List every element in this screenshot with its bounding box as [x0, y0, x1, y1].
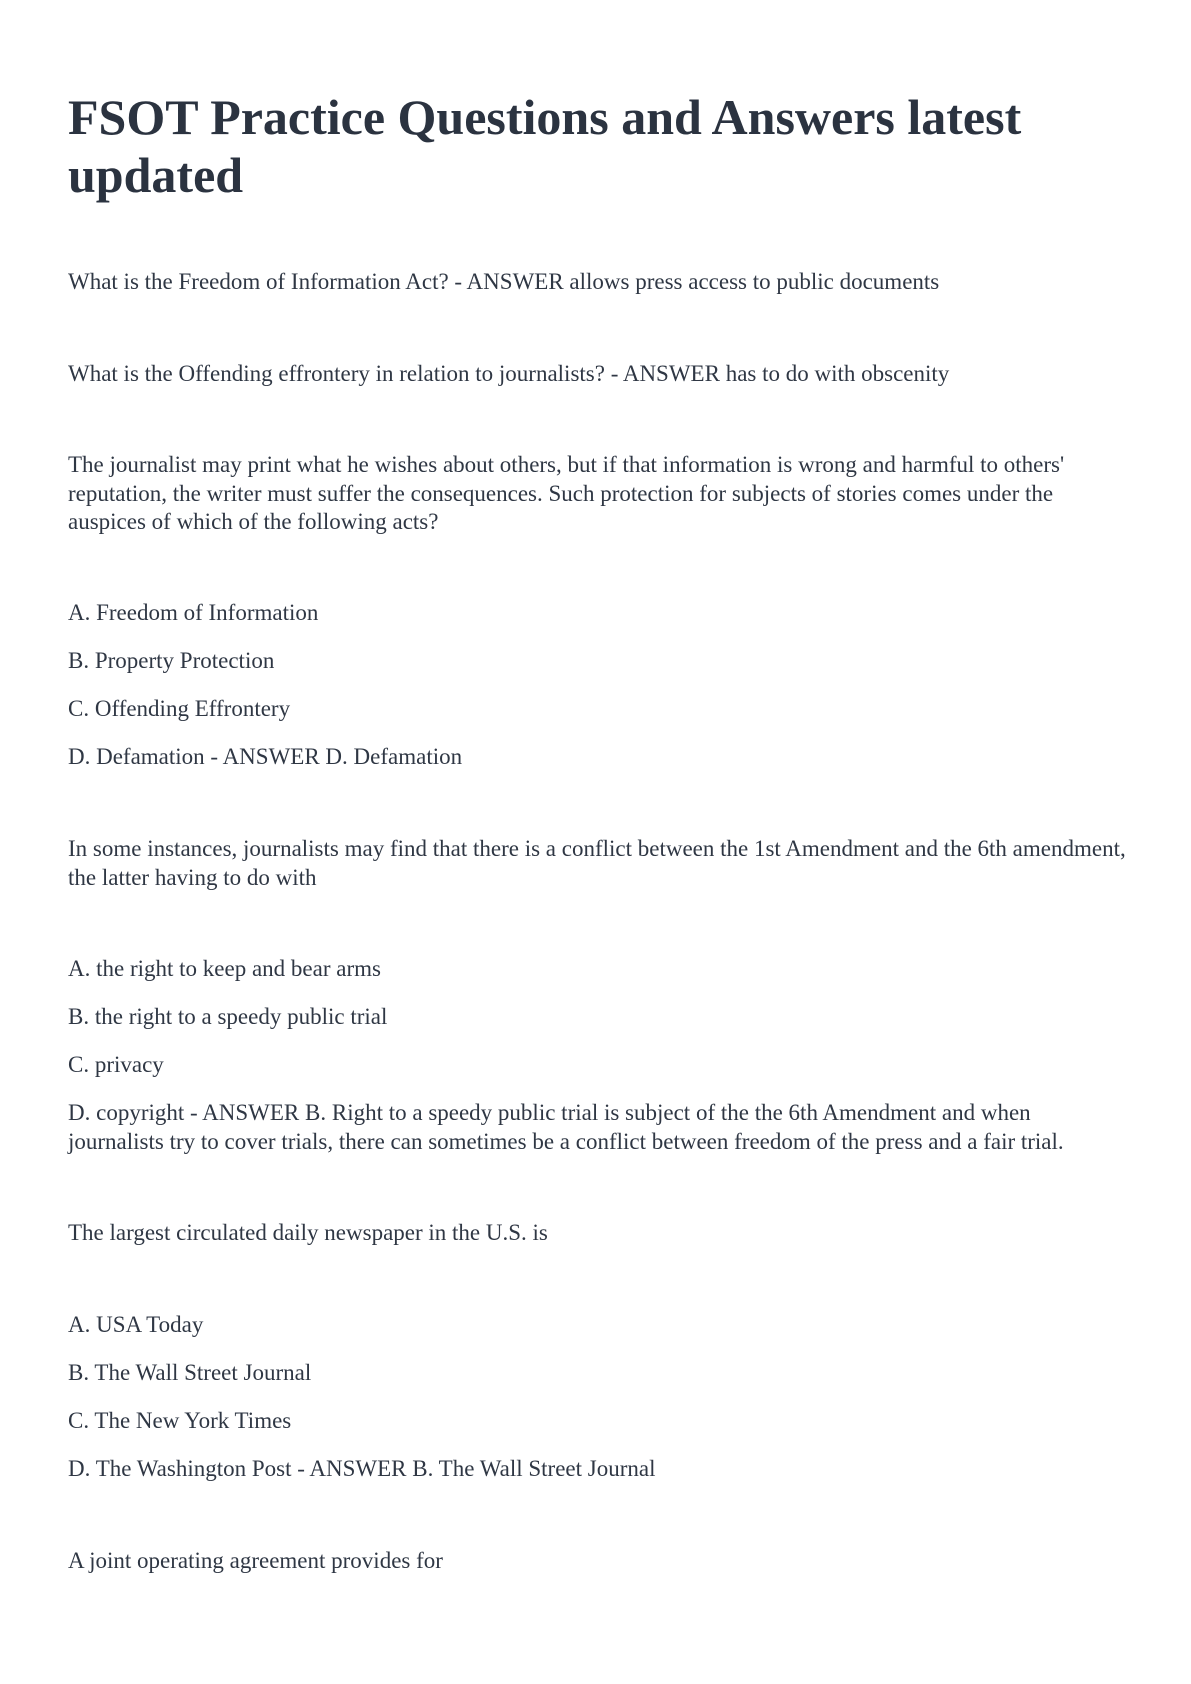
- question-largest-newspaper: The largest circulated daily newspaper in the U.S. is: [68, 1220, 548, 1245]
- question-defamation: The journalist may print what he wishes about others, but if that information is wrong and harmful to others' reputation, the writer must suffer the consequences. Such protection for subjects of stories comes under the auspices of which of the following acts?: [68, 452, 1065, 534]
- option-a: A. the right to keep and bear arms: [68, 956, 381, 981]
- option-b: B. Property Protection: [68, 648, 275, 673]
- option-a: A. Freedom of Information: [68, 600, 319, 625]
- option-b: B. The Wall Street Journal: [68, 1360, 312, 1385]
- option-c: C. privacy: [68, 1052, 164, 1077]
- question-offending-effrontery: What is the Offending effrontery in relation to journalists? - ANSWER has to do with obscenity: [68, 361, 950, 386]
- document-title: FSOT Practice Questions and Answers latest updated: [68, 89, 1022, 203]
- option-c: C. Offending Effrontery: [68, 696, 291, 721]
- option-a: A. USA Today: [68, 1312, 204, 1337]
- option-b: B. the right to a speedy public trial: [68, 1004, 388, 1029]
- option-d-answer: D. copyright - ANSWER B. Right to a speedy public trial is subject of the the 6th Amendment and when journalists try to cover trials, there can sometimes be a conflict between freedom of the press and a fair trial.: [68, 1100, 1064, 1154]
- option-c: C. The New York Times: [68, 1408, 292, 1433]
- option-d-answer: D. Defamation - ANSWER D. Defamation: [68, 744, 463, 769]
- option-d-answer: D. The Washington Post - ANSWER B. The Wall Street Journal: [68, 1456, 656, 1481]
- question-sixth-amendment: In some instances, journalists may find that there is a conflict between the 1st Amendment and the 6th amendment, the latter having to do with: [68, 836, 1126, 890]
- question-foia: What is the Freedom of Information Act? - ANSWER allows press access to public documents: [68, 269, 940, 294]
- question-joint-operating-agreement: A joint operating agreement provides for: [68, 1548, 443, 1573]
